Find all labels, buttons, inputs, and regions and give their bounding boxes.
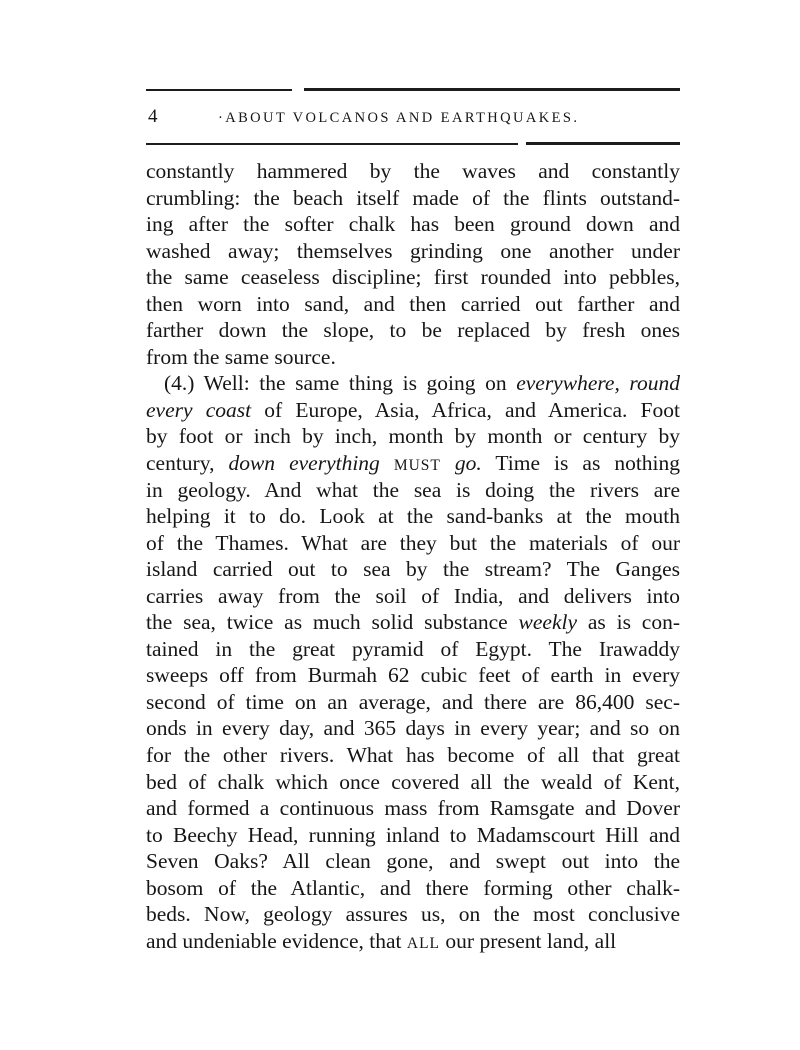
text-segment: constantly hammered by the waves and constantly [146, 159, 680, 183]
text-segment: crumbling: the beach itself made of the flints outstand- [146, 185, 680, 210]
text-segment: carries away from the soil of India, and delivers into [146, 583, 680, 608]
italic-text: down everything [228, 451, 380, 476]
text-line [146, 795, 680, 822]
text-line [146, 636, 680, 663]
text-line [146, 503, 680, 530]
text-line [146, 822, 680, 849]
text-segment: onds in every day, and 365 days in every year; and so on [146, 716, 680, 741]
text-line [146, 556, 680, 583]
text-segment: helping it to do. Look at the sand-banks at the mouth [146, 504, 680, 529]
text-line [146, 423, 680, 450]
text-line [146, 317, 680, 344]
text-line [146, 397, 680, 424]
text-segment: island carried out to sea by the stream? The Ganges [146, 557, 680, 582]
running-head [146, 104, 680, 130]
text-line [146, 769, 680, 796]
text-segment: tained in the great pyramid of Egypt. The Irawaddy [146, 636, 680, 661]
italic-text: everywhere, round [516, 371, 680, 396]
text-line [146, 291, 680, 318]
text-segment: for the other rivers. What has become of all that great [146, 743, 680, 768]
text-segment: in geology. And what the sea is doing the rivers are [146, 477, 680, 502]
body-text [146, 158, 680, 954]
top-rule-right [304, 88, 680, 91]
text-segment: then worn into sand, and then carried out farther and [146, 291, 680, 316]
text-segment [380, 451, 394, 475]
text-segment: farther down the slope, to be replaced by fresh ones [146, 318, 680, 343]
text-segment: and formed a continuous mass from Ramsgate and Dover [146, 796, 680, 821]
text-line [146, 742, 680, 769]
text-segment: our present land, all [440, 928, 617, 953]
text-line [146, 583, 680, 610]
text-line [146, 158, 680, 185]
small-caps-text: ALL [406, 934, 441, 952]
page-number: 4 [148, 106, 158, 127]
text-line [146, 238, 680, 265]
text-segment: century, [146, 451, 229, 476]
text-segment: of the Thames. What are they but the materials of our [146, 530, 680, 555]
text-segment: sweeps off from Burmah 62 cubic feet of earth in every [146, 663, 680, 688]
text-line [146, 689, 680, 716]
text-segment: the sea, twice as much solid substance [146, 610, 519, 635]
text-line [146, 211, 680, 238]
text-line [146, 848, 680, 875]
text-segment: Time is as nothing [481, 451, 681, 476]
text-line [146, 344, 680, 371]
bottom-rule-right [526, 142, 680, 145]
text-line [146, 370, 680, 397]
text-segment: (4.) Well: the same thing is going on [164, 371, 517, 396]
text-segment: of Europe, Asia, Africa, and America. Foot [251, 397, 680, 422]
text-segment: washed away; themselves grinding one another under [146, 238, 680, 263]
text-segment: and undeniable evidence, that [146, 928, 407, 953]
text-segment: by foot or inch by inch, month by month or century by [146, 424, 680, 449]
text-segment: from the same source. [146, 344, 336, 369]
bottom-rule-left [146, 143, 518, 145]
text-segment: as is con- [577, 610, 680, 635]
top-rule-left [146, 89, 292, 91]
text-line [146, 530, 680, 557]
italic-text: every coast [146, 397, 252, 422]
text-line [146, 185, 680, 212]
italic-text: go. [454, 451, 482, 476]
text-line [146, 928, 680, 955]
text-line [146, 450, 680, 477]
italic-text: weekly [518, 610, 578, 635]
text-line [146, 901, 680, 928]
text-segment: bed of chalk which once covered all the weald of Kent, [146, 769, 680, 794]
text-segment: Seven Oaks? All clean gone, and swept out into the [146, 849, 680, 874]
text-segment: to Beechy Head, running inland to Madamscourt Hill and [146, 822, 680, 847]
small-caps-text: MUST [393, 457, 441, 475]
text-segment: second of time on an average, and there are 86,400 sec- [146, 689, 680, 714]
running-title: ·ABOUT VOLCANOS AND EARTHQUAKES. [218, 110, 580, 126]
text-line [146, 715, 680, 742]
text-line [146, 264, 680, 291]
text-segment: ing after the softer chalk has been ground down and [146, 212, 680, 237]
text-line [146, 662, 680, 689]
text-line [146, 609, 680, 636]
text-line [146, 875, 680, 902]
text-segment [441, 451, 455, 475]
text-segment: beds. Now, geology assures us, on the most conclusive [146, 902, 680, 927]
text-line [146, 477, 680, 504]
text-segment: the same ceaseless discipline; first rounded into pebbles, [146, 265, 680, 290]
text-segment: bosom of the Atlantic, and there forming other chalk- [146, 875, 680, 900]
